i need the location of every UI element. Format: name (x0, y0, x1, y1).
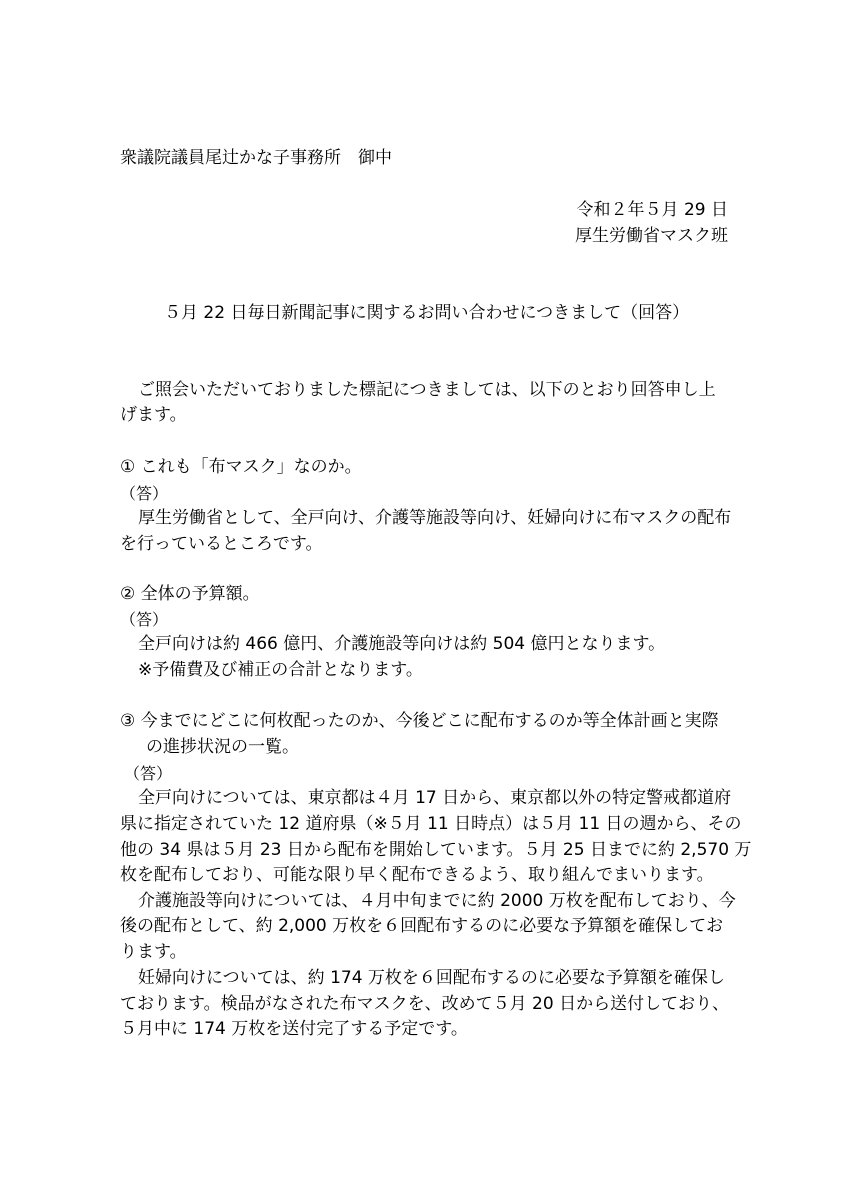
date: 令和２年５月 29 日 (576, 200, 728, 220)
q3-p1-line-3: 他の 34 県は５月 23 日から配布を開始しています。５月 25 日までに約 2,570 万 (120, 840, 752, 860)
q1-answer-line-1: 厚生労働省として、全戸向け、介護等施設等向け、妊婦向けに布マスクの配布 (138, 508, 732, 528)
addressee: 衆議院議員尾辻かな子事務所 御中 (120, 148, 392, 168)
q2-answer-line-1: 全戸向けは約 466 億円、介護施設等向けは約 504 億円となります。 (138, 634, 666, 654)
intro-line-1: ご照会いただいておりました標記につきましては、以下のとおり回答申し上 (138, 380, 716, 400)
q2-answer-label: （答） (120, 610, 169, 629)
subject: ５月 22 日毎日新聞記事に関するお問い合わせにつきまして（回答） (164, 303, 690, 323)
q1-answer-line-2: を行っているところです。 (120, 534, 323, 554)
q3-p1-line-4: 枚を配布しており、可能な限り早く配布できるよう、取り組んでまいります。 (120, 865, 714, 885)
q3-p2-line-3: ります。 (120, 942, 187, 962)
sender: 厚生労働省マスク班 (575, 226, 728, 246)
q3-p2-line-2: 後の配布として、約 2,000 万枚を６回配布するのに必要な予算額を確保してお (120, 916, 724, 936)
q3-p1-line-1: 全戸向けについては、東京都は４月 17 日から、東京都以外の特定警戒都道府 (138, 788, 732, 808)
q3-question-line-2: の進捗状況の一覧。 (146, 737, 299, 757)
q3-question-line-1: ③ 今までにどこに何枚配ったのか、今後どこに配布するのか等全体計画と実際 (120, 711, 719, 731)
q3-p3-line-3: ５月中に 174 万枚を送付完了する予定です。 (120, 1019, 468, 1039)
q3-answer-label: （答） (124, 764, 173, 783)
q1-question: ① これも「布マスク」なのか。 (120, 457, 362, 477)
q3-p3-line-2: ております。検品がなされた布マスクを、改めて５月 20 日から送付しており、 (120, 994, 730, 1014)
q2-answer-line-2: ※予備費及び補正の合計となります。 (138, 660, 423, 680)
intro-line-2: げます。 (120, 405, 187, 425)
q3-p2-line-1: 介護施設等向けについては、４月中旬までに約 2000 万枚を配布しており、今 (138, 891, 736, 911)
q3-p1-line-2: 県に指定されていた 12 道府県（※５月 11 日時点）は５月 11 日の週から、その (120, 814, 742, 834)
q1-answer-label: （答） (120, 484, 169, 503)
q3-p3-line-1: 妊婦向けについては、約 174 万枚を６回配布するのに必要な予算額を確保し (138, 968, 725, 988)
q2-question: ② 全体の予算額。 (120, 584, 260, 604)
